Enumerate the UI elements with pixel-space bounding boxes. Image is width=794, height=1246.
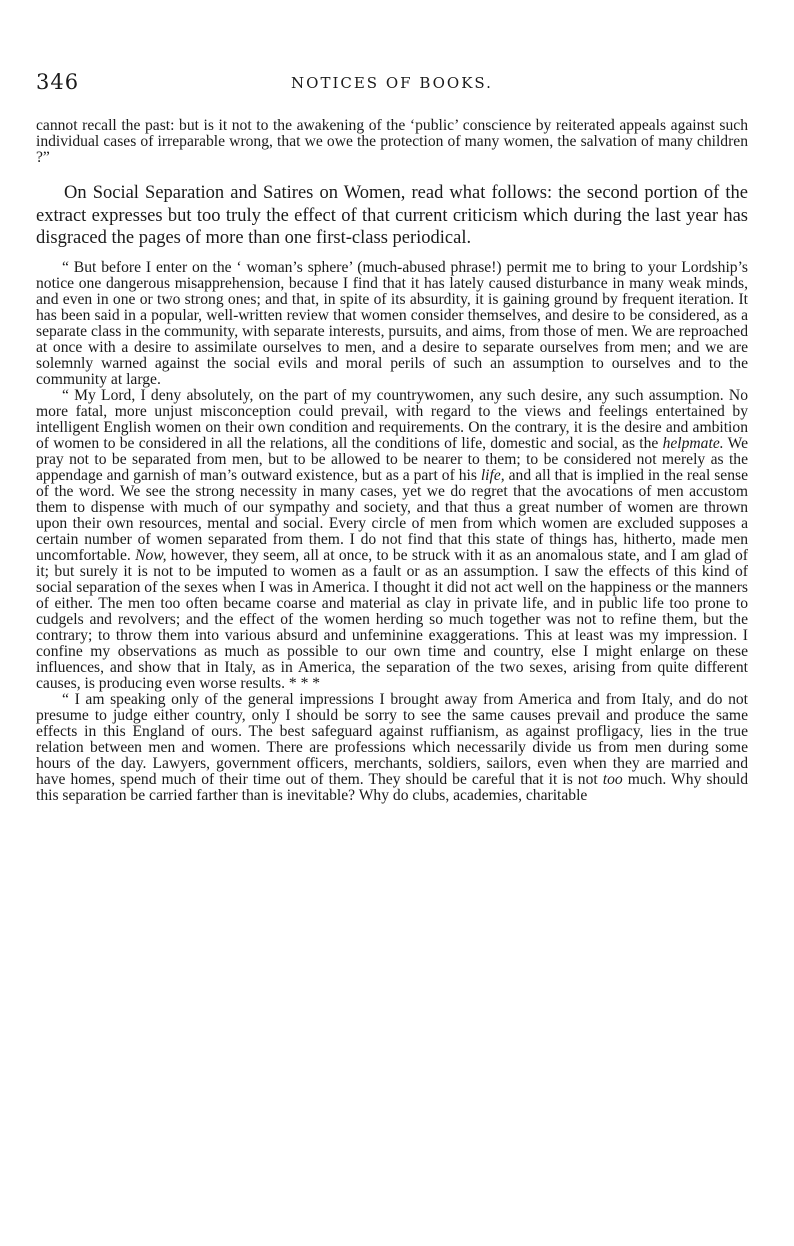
running-title: NOTICES OF BOOKS. [291, 74, 493, 92]
extract-paragraph-2-text-b: We pray not to be separated from men, but to be allowed to be nearer to them; to be considered not merely as the appendage and garnish of man’s outward existence, but as a part of his [36, 434, 748, 484]
page-number: 346 [36, 70, 80, 94]
extract-paragraph-1: “ But before I enter on the ‘ woman’s sphere’ (much-abused phrase!) permit me to bring to your Lordship’s notice one dangerous misapprehension, because I find that it has lately caused disturbance in many weak minds, and even in one or two strong ones; and that, in spite of its absurdity, it is gaining ground by frequent iteration. It has been said in a popular, well-written review that women consider themselves, and desire to be considered, as a separate class in the community, with separate interests, pursuits, and aims, from those of men. We are reproached at once with a desire to assimilate ourselves to men, and a desire to separate ourselves from men; and we are solemnly warned against the social evils and moral perils of such an assumption to ourselves and to the community at large. [36, 258, 748, 388]
extract-paragraph-3 [36, 692, 748, 804]
opening-quote: cannot recall the past: but is it not to the awakening of the ‘public’ conscience by reiterated appeals against such individual cases of irreparable wrong, that we owe the protection of many women, the salvation of many children ?” [36, 117, 748, 166]
running-head [36, 70, 748, 100]
emphasis-helpmate: helpmate. [662, 434, 724, 452]
page-body [36, 118, 748, 804]
extract-paragraph-3-text-b: much. Why should this separation be carried farther than is inevitable? Why do clubs, academies, charitable [36, 770, 748, 804]
extract-paragraph-2-text-a: “ My Lord, I deny absolutely, on the part of my countrywomen, any such desire, any such assumption. No more fatal, more unjust misconception could prevail, with regard to the views and feelings entertained by intelligent English women on their own condition and requirements. On the contrary, it is the desire and ambition of women to be considered in all the relations, all the conditions of life, domestic and social, as the [36, 386, 748, 452]
emphasis-now: Now, [135, 546, 167, 564]
extract-paragraph-2-text-d: however, they seem, all at once, to be struck with it as an anomalous state, and I am glad of it; but surely it is not to be imputed to women as a fault or as an assumption. I saw the effects of this kind of social separation of the sexes when I was in America. I thought it did not act well on the happiness or the manners of either. The men too often became coarse and material as clay in private life, and in public life too prone to cudgels and revolvers; and the effect of the women herding so much together was not to refine them, but the contrary; to throw them into various absurd and unfeminine exaggerations. This at least was my impression. I confine my observations as much as possible to our own time and country, else I might enlarge on these influences, and show that in Italy, as in America, the separation of the two sexes, arising from quite different causes, is producing even worse results. * * * [36, 546, 748, 692]
extract-paragraph-3-text-a: “ I am speaking only of the general impressions I brought away from America and from Italy, and do not presume to judge either country, only I should be sorry to see the same causes prevail and produce the same effects in this England of ours. The best safeguard against ruffianism, as against profligacy, lies in the true relation between men and women. There are professions which necessarily divide us from men during some hours of the day. Lawyers, government officers, merchants, soldiers, sailors, even when they are married and have homes, spend much of their time out of them. They should be careful that it is not [36, 690, 748, 788]
extract-paragraph-2 [36, 388, 748, 692]
emphasis-too: too [602, 770, 623, 788]
extract-paragraph-2-text-c: and all that is implied in the real sense of the word. We see the strong necessity in many cases, yet we do regret that the avocations of men accustom them to dispense with much of our sympathy and society, and that thus a great number of women are thrown upon their own resources, mental and social. Every circle of men from which women are excluded supposes a certain number of women separated from them. I do not find that this state of things has, hitherto, made men uncomfortable. [36, 466, 748, 564]
extract [36, 260, 748, 804]
emphasis-life: life, [480, 466, 505, 484]
intro-paragraph: On Social Separation and Satires on Women, read what follows: the second portion of the extract expresses but too truly the effect of that current criticism which during the last year has disgraced the pages of more than one first-class periodical. [36, 183, 748, 248]
